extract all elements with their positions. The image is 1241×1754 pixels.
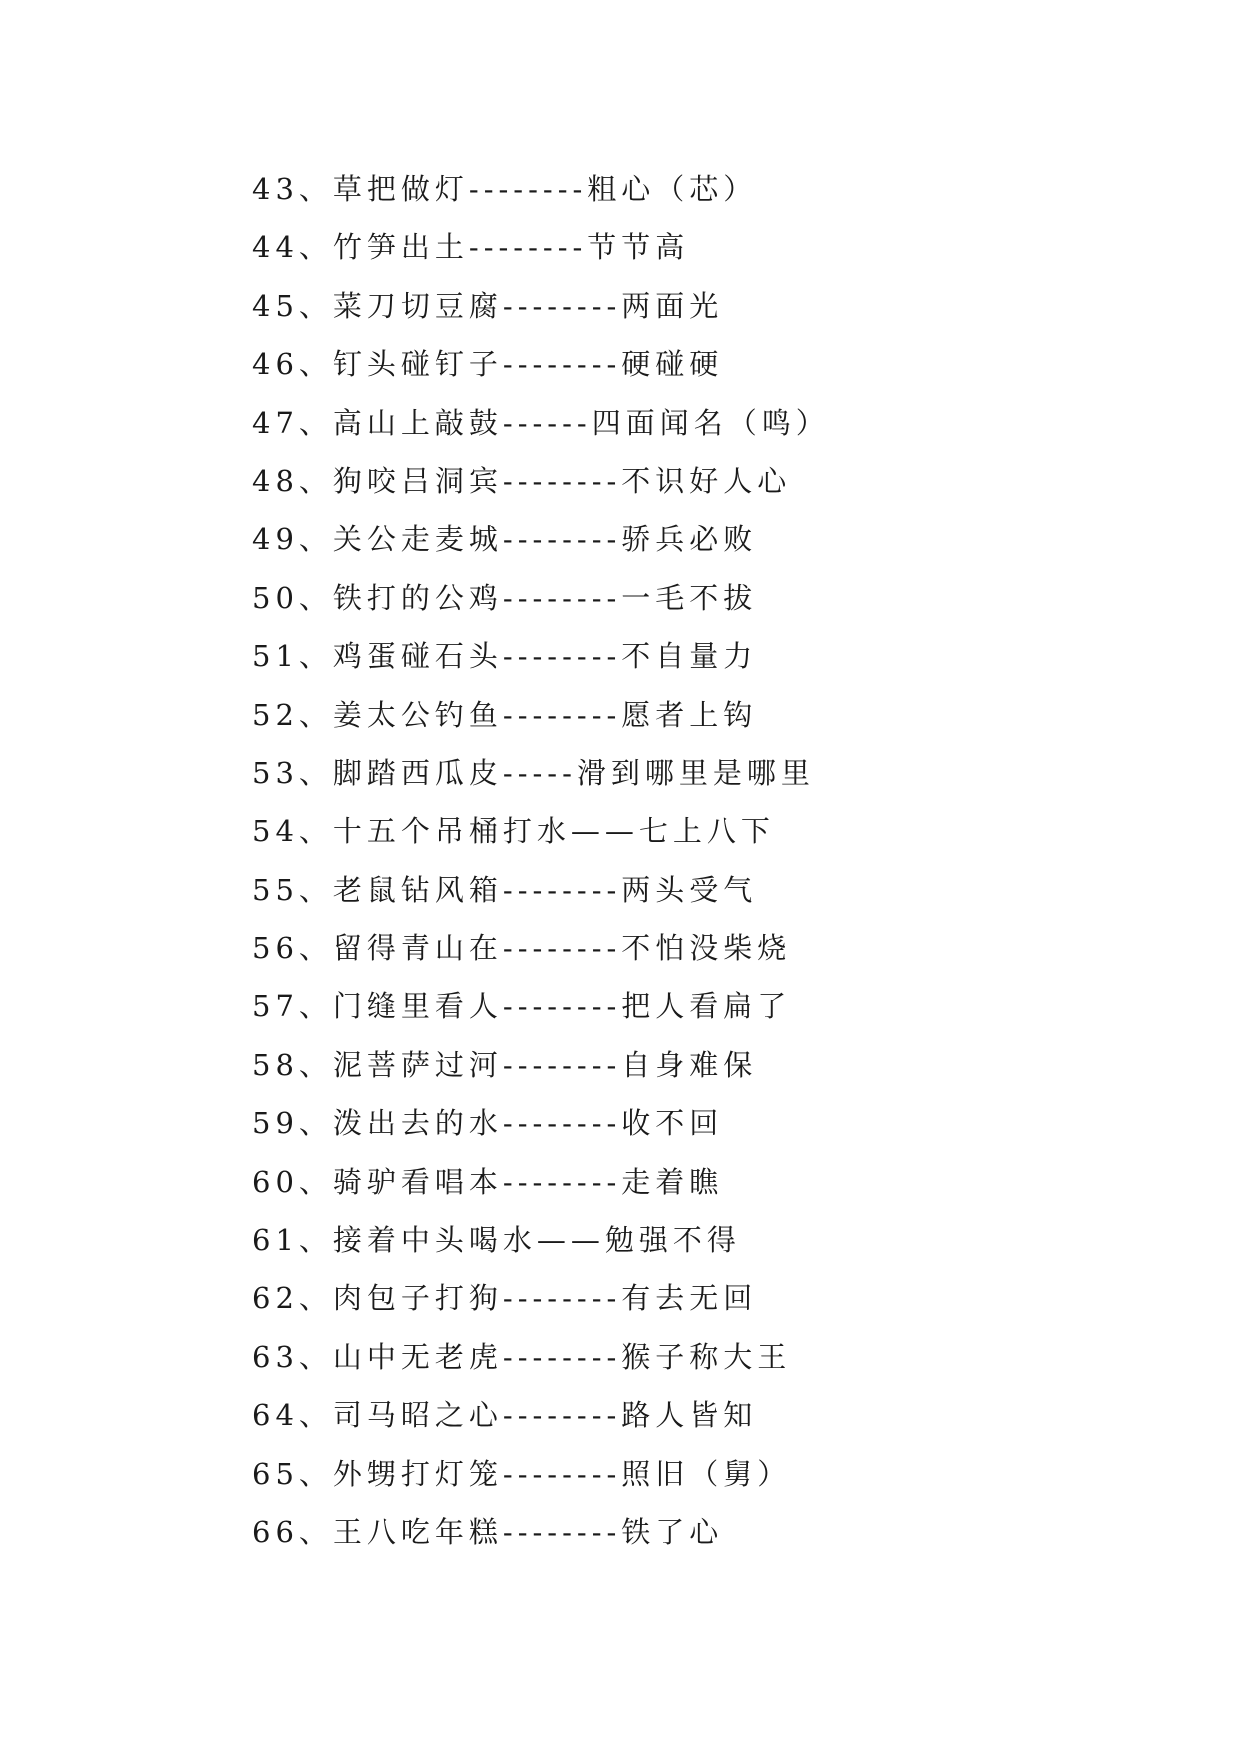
list-item: 43、草把做灯--------粗心（芯） xyxy=(252,172,758,206)
list-item: 62、肉包子打狗--------有去无回 xyxy=(252,1281,758,1316)
list-item: 50、铁打的公鸡--------一毛不拔 xyxy=(252,580,758,615)
list-item: 48、狗咬吕洞宾--------不识好人心 xyxy=(252,463,792,498)
list-item: 54、十五个吊桶打水——七上八下 xyxy=(252,814,775,849)
list-item: 51、鸡蛋碰石头--------不自量力 xyxy=(252,639,758,674)
list-item: 45、菜刀切豆腐--------两面光 xyxy=(252,288,724,323)
list-item: 59、泼出去的水--------收不回 xyxy=(252,1106,724,1141)
list-item: 46、钉头碰钉子--------硬碰硬 xyxy=(252,347,724,382)
list-item: 60、骑驴看唱本--------走着瞧 xyxy=(252,1164,724,1199)
list-item: 53、脚踏西瓜皮-----滑到哪里是哪里 xyxy=(252,755,815,790)
list-item: 47、高山上敲鼓------四面闻名（鸣） xyxy=(252,405,830,440)
list-item: 56、留得青山在--------不怕没柴烧 xyxy=(252,931,792,966)
xiehouyu-list xyxy=(252,160,830,1561)
list-item: 64、司马昭之心--------路人皆知 xyxy=(252,1398,758,1433)
list-item: 65、外甥打灯笼--------照旧（舅） xyxy=(252,1456,792,1491)
list-item: 52、姜太公钓鱼--------愿者上钩 xyxy=(252,697,758,732)
list-item: 63、山中无老虎--------猴子称大王 xyxy=(252,1339,792,1374)
list-item: 44、竹笋出土--------节节高 xyxy=(252,230,690,265)
list-item: 49、关公走麦城--------骄兵必败 xyxy=(252,522,758,557)
list-item: 57、门缝里看人--------把人看扁了 xyxy=(252,989,792,1024)
list-item: 61、接着中头喝水——勉强不得 xyxy=(252,1223,741,1258)
list-item: 55、老鼠钻风箱--------两头受气 xyxy=(252,872,758,907)
list-item: 66、王八吃年糕--------铁了心 xyxy=(252,1514,724,1549)
list-item: 58、泥菩萨过河--------自身难保 xyxy=(252,1047,758,1082)
